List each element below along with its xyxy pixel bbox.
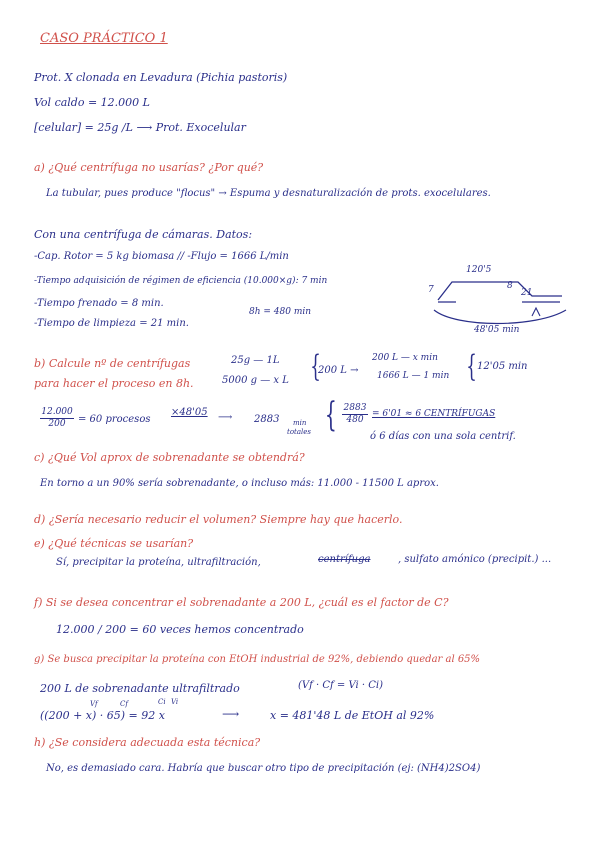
centrifuges-alternative: ó 6 días con una sola centrif. bbox=[370, 431, 516, 442]
brace-2: { bbox=[466, 349, 477, 384]
arrow-total: ⟶ bbox=[218, 412, 233, 423]
diagram-label-right2: 21 bbox=[521, 288, 533, 298]
fraction-centrifuges-num: 2883 bbox=[343, 403, 367, 413]
centrifuge-horas: 8h = 480 min bbox=[249, 307, 312, 317]
centrifuges-result: = 6'01 ≈ 6 CENTRÍFUGAS bbox=[372, 409, 496, 419]
multiply-time: ×48'05 bbox=[171, 407, 208, 418]
centrifuge-rotor: -Cap. Rotor = 5 kg biomasa // -Flujo = 1666 L/min bbox=[34, 251, 289, 262]
fraction-processes-num: 12.000 bbox=[41, 407, 73, 417]
arrow-result: ⟶ bbox=[222, 707, 240, 721]
question-g: g) Se busca precipitar la proteína con EtOH industrial de 92%, debiendo quedar al 65% bbox=[34, 654, 481, 665]
diagram-label-bottom: 48'05 min bbox=[474, 325, 520, 335]
question-b-line-1: b) Calcule nº de centrífugas bbox=[34, 357, 191, 370]
processes-result: = 60 procesos bbox=[78, 414, 151, 425]
dilution-equation: ((200 + x) · 65) = 92 x bbox=[40, 709, 165, 722]
question-h: h) ¿Se considera adecuada esta técnica? bbox=[34, 736, 261, 749]
intro-line-2: Vol caldo = 12.000 L bbox=[34, 96, 150, 109]
fraction-centrifuges bbox=[342, 404, 368, 425]
page-title: CASO PRÁCTICO 1 bbox=[40, 31, 168, 46]
answer-h: No, es demasiado cara. Habría que buscar otro tipo de precipitación (ej: (NH4)2SO4) bbox=[46, 763, 481, 774]
question-a: a) ¿Qué centrífuga no usarías? ¿Por qué? bbox=[34, 161, 264, 174]
ratio-result: 12'05 min bbox=[477, 361, 528, 372]
fraction-processes bbox=[40, 408, 74, 429]
fraction-centrifuges-den: 480 bbox=[346, 415, 364, 425]
answer-c: En torno a un 90% sería sobrenadante, o incluso más: 11.000 - 11500 L aprox. bbox=[40, 478, 439, 489]
dilution-result: x = 481'48 L de EtOH al 92% bbox=[270, 709, 435, 722]
answer-e-struck: centrífuga bbox=[318, 554, 371, 565]
question-b-line-2: para hacer el proceso en 8h. bbox=[34, 377, 194, 390]
sup-ci: Ci bbox=[158, 698, 166, 706]
fraction-processes-den: 200 bbox=[48, 419, 66, 429]
answer-e-part-3: , sulfato amónico (precipit.) ... bbox=[398, 554, 552, 565]
ratio-line-4: 1666 L — 1 min bbox=[377, 371, 450, 381]
diagram-label-top: 120'5 bbox=[466, 265, 492, 275]
ratio-arrow: 200 L → bbox=[318, 365, 359, 376]
total-minutes-unit-2: totales bbox=[287, 428, 311, 436]
total-minutes: 2883 bbox=[254, 414, 280, 425]
ratio-line-3: 200 L — x min bbox=[372, 353, 438, 363]
centrifuge-tiempo-frenado: -Tiempo frenado = 8 min. bbox=[34, 298, 164, 309]
brace-3: { bbox=[324, 395, 337, 435]
answer-f: 12.000 / 200 = 60 veces hemos concentrado bbox=[56, 623, 304, 636]
answer-a: La tubular, pues produce "flocus" → Espuma y desnaturalización de prots. exocelulares. bbox=[46, 188, 491, 199]
intro-line-1: Prot. X clonada en Levadura (Pichia pastoris) bbox=[34, 71, 288, 84]
dilution-formula: (Vf · Cf = Vi · Ci) bbox=[298, 680, 383, 691]
centrifuge-tiempo-limpieza: -Tiempo de limpieza = 21 min. bbox=[34, 318, 189, 329]
centrifuge-tiempo-adq: -Tiempo adquisición de régimen de eficiencia (10.000×g): 7 min bbox=[34, 276, 328, 286]
diagram-label-left: 7 bbox=[428, 285, 434, 295]
sup-vi: Vi bbox=[171, 698, 179, 706]
ratio-line-2: 5000 g — x L bbox=[222, 375, 289, 386]
ratio-line-1: 25g — 1L bbox=[231, 355, 280, 366]
intro-line-3: [celular] = 25g /L ⟶ Prot. Exocelular bbox=[34, 121, 246, 134]
sup-vf: Vf bbox=[90, 700, 98, 708]
answer-g-line-1: 200 L de sobrenadante ultrafiltrado bbox=[40, 682, 240, 695]
question-d: d) ¿Sería necesario reducir el volumen? Siempre hay que hacerlo. bbox=[34, 513, 403, 526]
question-c: c) ¿Qué Vol aprox de sobrenadante se obtendrá? bbox=[34, 451, 305, 464]
sup-cf: Cf bbox=[120, 700, 128, 708]
brace-1: { bbox=[310, 349, 321, 384]
question-f: f) Si se desea concentrar el sobrenadante a 200 L, ¿cuál es el factor de C? bbox=[34, 596, 449, 609]
diagram-label-right: 8 bbox=[507, 281, 513, 291]
question-e: e) ¿Qué técnicas se usarían? bbox=[34, 537, 194, 550]
total-minutes-unit-1: min bbox=[293, 419, 307, 427]
centrifuge-intro: Con una centrífuga de cámaras. Datos: bbox=[34, 228, 253, 241]
answer-e-part-1: Sí, precipitar la proteína, ultrafiltración, bbox=[56, 557, 261, 568]
